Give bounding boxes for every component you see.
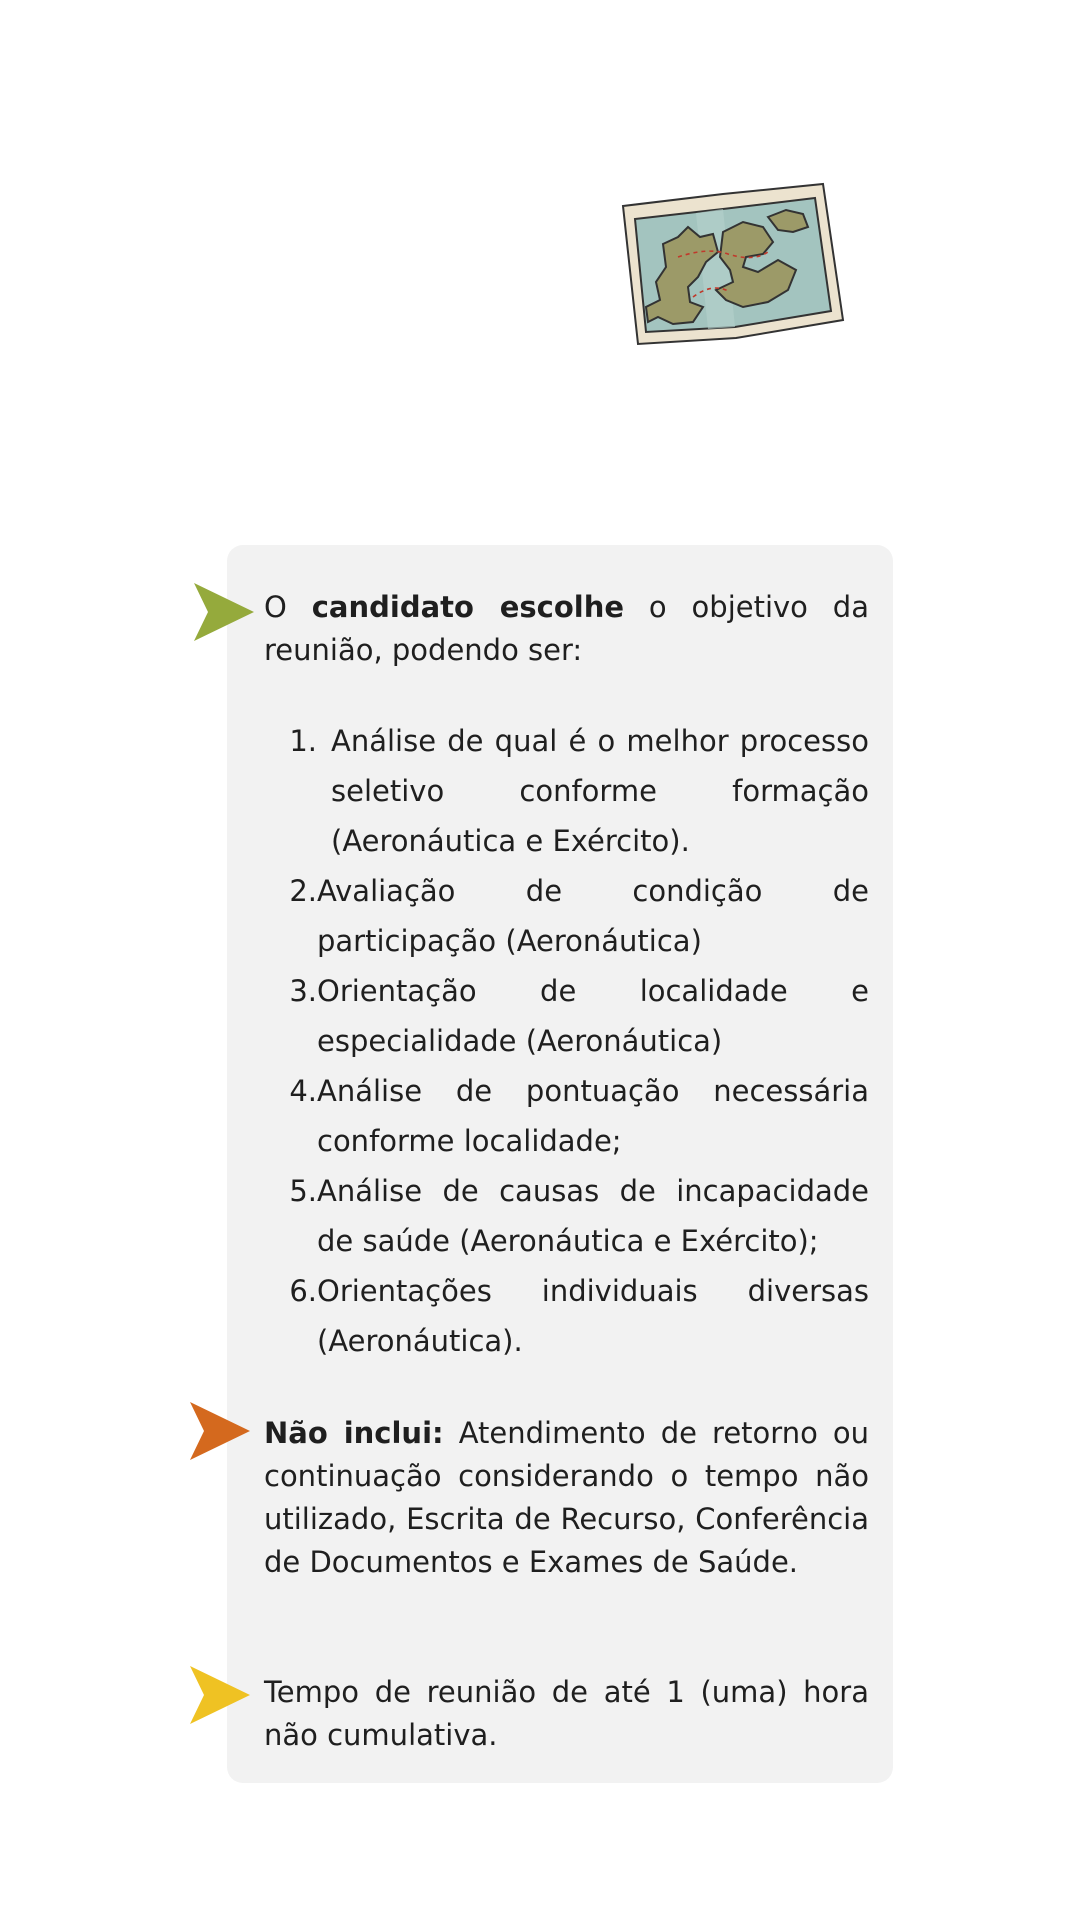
intro-rest: o objetivo da reunião, podendo ser: (264, 590, 869, 667)
duration-text: Tempo de reunião de até 1 (uma) hora não cumulativa. (264, 1675, 869, 1752)
list-item-number: 4. (289, 1074, 317, 1108)
objectives-list (285, 716, 869, 1366)
arrow-right-icon (190, 1402, 250, 1460)
list-item (285, 1166, 869, 1266)
green-arrow-marker (194, 583, 254, 641)
map-illustration (618, 182, 848, 352)
intro-lead: O (264, 590, 287, 624)
intro-paragraph (264, 586, 869, 672)
duration-paragraph (264, 1671, 869, 1757)
orange-arrow-marker (190, 1402, 250, 1460)
list-item-number: 3. (289, 974, 317, 1008)
list-item (285, 1266, 869, 1366)
list-item-text: Análise de pontuação necessária conforme localidade; (317, 1074, 869, 1158)
exclusion-bold: Não inclui: (264, 1416, 444, 1450)
list-item-number: 6. (289, 1274, 317, 1308)
list-item-text: Avaliação de condição de participação (Aeronáutica) (317, 874, 869, 958)
arrow-right-icon (190, 1666, 250, 1724)
list-item-text: Análise de qual é o melhor processo seletivo conforme formação (Aeronáutica e Exército). (331, 724, 869, 858)
list-item-text: Orientação de localidade e especialidade (Aeronáutica) (317, 974, 869, 1058)
list-item-number: 5. (289, 1174, 317, 1208)
exclusion-paragraph (264, 1412, 869, 1584)
yellow-arrow-marker (190, 1666, 250, 1724)
list-item-text: Orientações individuais diversas (Aeronáutica). (317, 1274, 869, 1358)
exclusion-rest: Atendimento de retorno ou continuação considerando o tempo não utilizado, Escrita de Recurso, Conferência de Documentos e Exames de Saúde. (264, 1416, 870, 1579)
arrow-right-icon (194, 583, 254, 641)
list-item-number: 2. (289, 874, 317, 908)
intro-bold: candidato escolhe (311, 590, 625, 624)
list-item (285, 716, 869, 866)
list-item (285, 966, 869, 1066)
list-item (285, 1066, 869, 1166)
list-item (285, 866, 869, 966)
treasure-map-icon (618, 182, 848, 352)
list-item-number: 1. (289, 724, 317, 758)
list-item-text: Análise de causas de incapacidade de saúde (Aeronáutica e Exército); (317, 1174, 869, 1258)
